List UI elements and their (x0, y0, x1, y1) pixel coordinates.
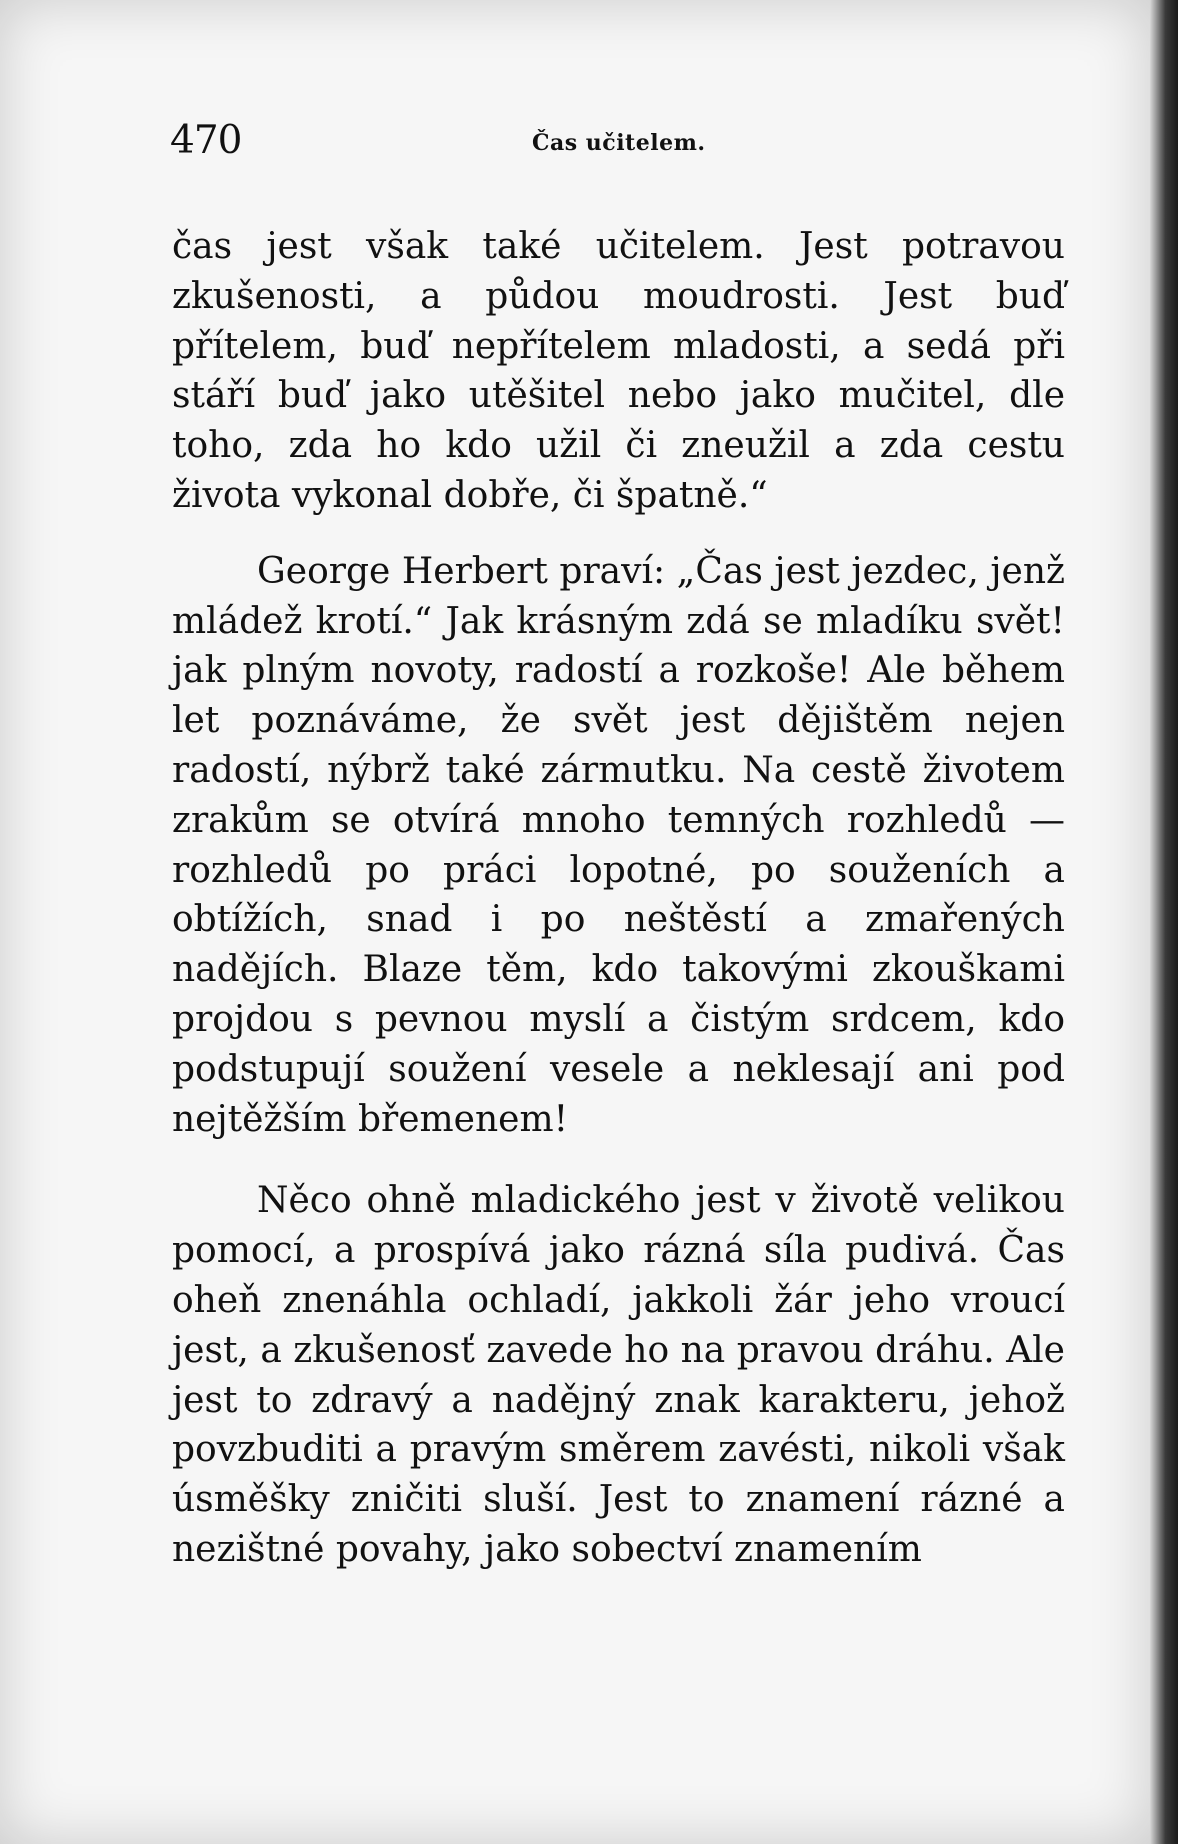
page-edge-shadow (1150, 0, 1178, 1844)
paragraph-continued: čas jest však také učitelem. Jest potravou zkušenosti, a půdou moudrosti. Jest buď přítelem, buď nepřítelem mladosti, a sedá při stáří buď jako utěšitel nebo jako mučitel, dle toho, zda ho kdo užil či zneužil a zda cestu života vykonal dobře, či špatně.“ (172, 226, 1065, 516)
body-text (172, 222, 1065, 1575)
page-number: 470 (170, 118, 242, 163)
paragraph-youthful-fire: Něco ohně mladického jest v životě velikou pomocí, a prospívá jako rázná síla pudivá. Čas oheň znenáhla ochladí, jakkoli žár jeho vroucí jest, a zkušenosť zavede ho na pravou dráhu. Ale jest to zdravý a nadějný znak karakteru, jehož povzbuditi a pravým směrem zavésti, nikoli však úsměšky zničiti sluší. Jest to znamení rázné a nezištné povahy, jako sobectví znamením (172, 1180, 1065, 1570)
running-title: Čas učitelem. (532, 130, 706, 156)
paragraph-herbert-quote: George Herbert praví: „Čas jest jezdec, jenž mládež krotí.“ Jak krásným zdá se mladíku svět! jak plným novoty, radostí a rozkoše! Ale během let poznáváme, že svět jest dějištěm nejen radostí, nýbrž také zármutku. Na cestě životem zrakům se otvírá mnoho temných rozhledů — rozhledů po práci lopotné, po souženích a obtížích, snad i po neštěstí a zmařených nadějích. Blaze těm, kdo takovými zkouškami projdou s pevnou myslí a čistým srdcem, kdo podstupují soužení vesele a neklesají ani pod nejtěžším břemenem! (172, 550, 1065, 1140)
page-header (170, 112, 1070, 172)
